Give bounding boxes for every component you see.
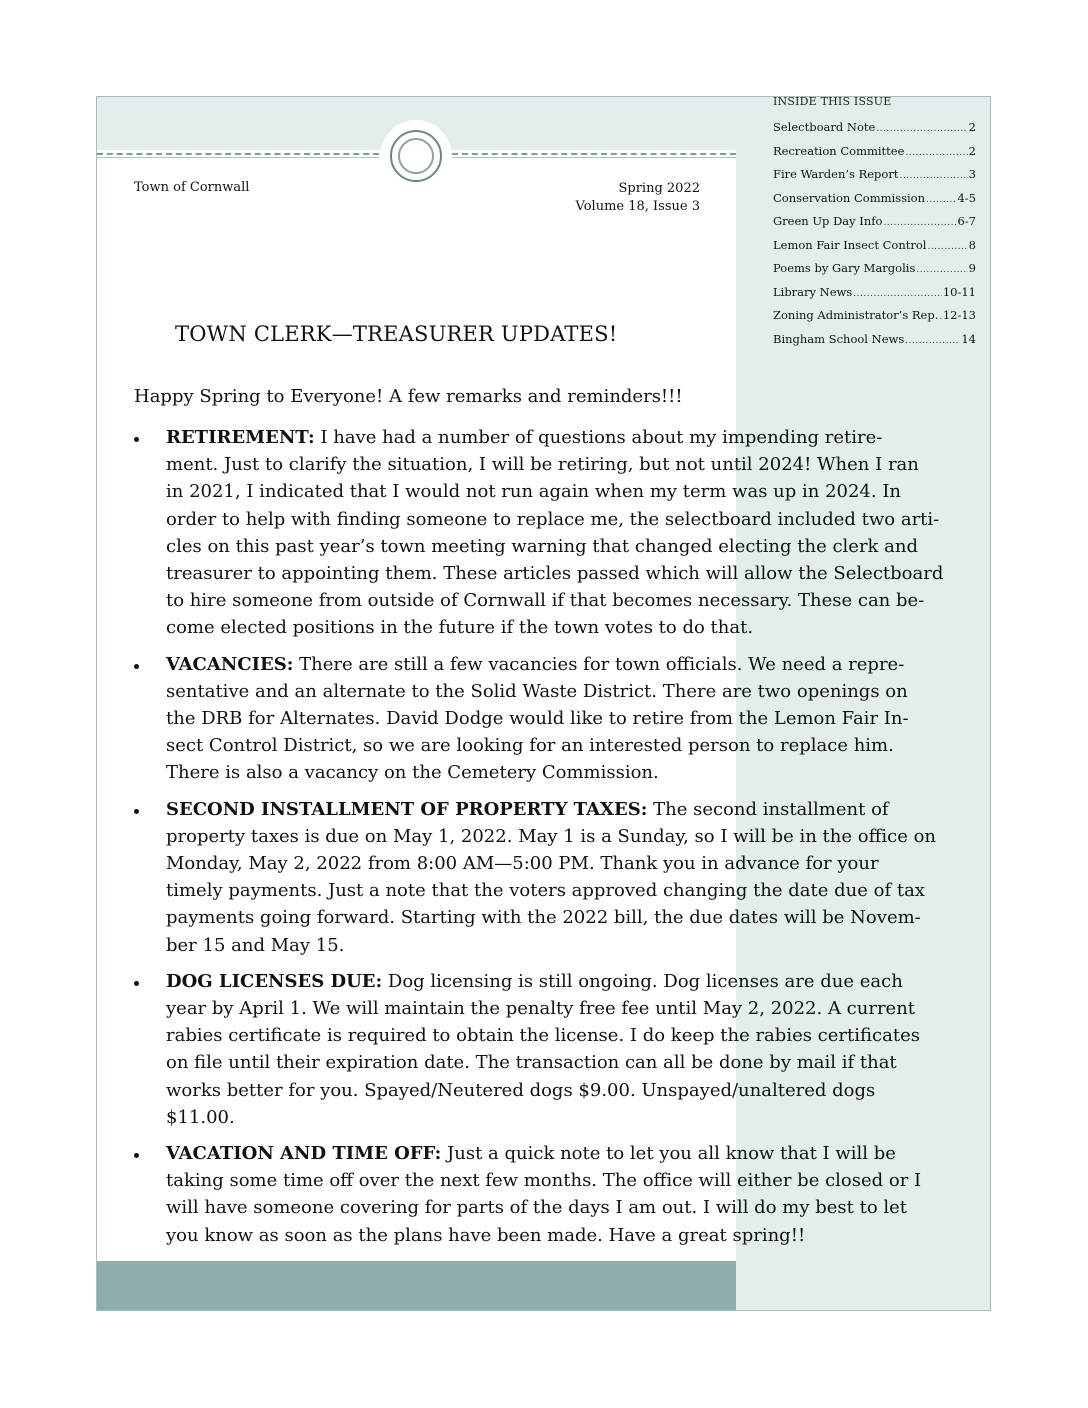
bullet-label: DOG LICENSES DUE: (166, 970, 383, 992)
emblem-outer-ring (390, 130, 442, 182)
bullet-text-line (166, 1140, 964, 1167)
toc-item-title: Lemon Fair Insect Control (773, 237, 927, 252)
toc-item-title: Conservation Commission (773, 190, 925, 205)
toc-item-title: Fire Warden’s Report (773, 167, 899, 181)
bullet-text-line: you know as soon as the plans have been made. Have a great spring!! (166, 1224, 806, 1246)
toc-item (773, 308, 976, 332)
toc-dot-leader (905, 148, 967, 158)
bullet-text-line (166, 651, 964, 678)
bullet-text-line: There is also a vacancy on the Cemetery Commission. (166, 762, 659, 784)
toc-item-title: Recreation Committee (773, 143, 905, 158)
emblem-inner-ring (398, 138, 434, 174)
bullet-label: VACANCIES: (166, 653, 294, 675)
toc-item-page: 2 (968, 120, 976, 134)
bullet-text-line: will have someone covering for parts of the days I am out. I will do my best to let (166, 1197, 908, 1219)
toc-item-page: 2 (968, 143, 976, 158)
footer-band (97, 1261, 736, 1310)
article-bullet (134, 796, 964, 959)
toc-dot-leader (916, 265, 967, 275)
toc-dot-leader (876, 124, 967, 134)
article-bullet (134, 1140, 964, 1249)
article-bullet-list (134, 424, 964, 1258)
header-divider-right (452, 153, 736, 155)
header-rule-right (452, 157, 736, 158)
toc-dot-leader (883, 218, 956, 228)
bullet-text: Just a quick note to let you all know that I will be (441, 1143, 896, 1165)
bullet-text-line: year by April 1. We will maintain the penalty free fee until May 2, 2022. A current (166, 998, 916, 1020)
bullet-text-line: cles on this past year’s town meeting warning that changed electing the clerk and (166, 535, 919, 557)
toc-heading: INSIDE THIS ISSUE (773, 95, 892, 108)
bullet-text-line: to hire someone from outside of Cornwall if that becomes necessary. These can be- (166, 590, 925, 612)
bullet-text-line: Monday, May 2, 2022 from 8:00 AM—5:00 PM. Thank you in advance for your (166, 853, 879, 875)
toc-item (773, 332, 976, 356)
toc-dot-leader (853, 289, 942, 299)
bullet-text-line: works better for you. Spayed/Neutered dogs $9.00. Unspayed/unaltered dogs (166, 1079, 876, 1101)
bullet-text-line: sect Control District, so we are looking for an interested person to replace him. (166, 735, 894, 757)
toc-item (773, 214, 976, 238)
toc-item-title: Green Up Day Info (773, 214, 883, 228)
header-divider-left (97, 153, 379, 155)
bullet-text-line: ment. Just to clarify the situation, I will be retiring, but not until 2024! When I ran (166, 454, 919, 476)
toc-dot-leader (927, 242, 967, 252)
bullet-text-line: on file until their expiration date. The transaction can all be done by mail if that (166, 1052, 897, 1074)
bullet-text: I have had a number of questions about my impending retire- (314, 427, 883, 448)
bullet-text-line: timely payments. Just a note that the voters approved changing the date due of tax (166, 880, 925, 902)
toc-item (773, 191, 976, 215)
article-bullet (134, 968, 964, 1131)
bullet-label: VACATION AND TIME OFF: (166, 1143, 442, 1165)
bullet-text-line (166, 796, 964, 823)
bullet-text-line: treasurer to appointing them. These articles passed which will allow the Selectboard (166, 563, 944, 585)
masthead-town: Town of Cornwall (134, 180, 250, 195)
toc-item-page: 10-11 (942, 284, 976, 299)
toc-item-page: 14 (961, 331, 976, 346)
bullet-text-line: rabies certificate is required to obtain the license. I do keep the rabies certificates (166, 1025, 920, 1047)
bullet-text-line: property taxes is due on May 1, 2022. May 1 is a Sunday, so I will be in the office on (166, 825, 937, 847)
masthead-issue (520, 180, 700, 216)
toc-item (773, 167, 976, 191)
article-headline: TOWN CLERK—TREASURER UPDATES! (175, 322, 618, 346)
toc-item (773, 120, 976, 144)
toc-item-title: Zoning Administrator’s Rep. (773, 308, 939, 322)
toc-list (773, 120, 976, 355)
table-of-contents (773, 95, 976, 355)
bullet-text-line: ber 15 and May 15. (166, 934, 345, 956)
toc-dot-leader (899, 171, 967, 181)
bullet-label: SECOND INSTALLMENT OF PROPERTY TAXES: (166, 798, 648, 820)
bullet-text-line (166, 424, 964, 451)
header-rule-left (97, 157, 379, 158)
bullet-dot-icon (134, 1153, 139, 1158)
bullet-text-line: come elected positions in the future if the town votes to do that. (166, 617, 754, 639)
bullet-dot-icon (134, 809, 139, 814)
article-bullet (134, 424, 964, 642)
toc-item-title: Poems by Gary Margolis (773, 261, 916, 275)
bullet-text-line: $11.00. (166, 1106, 235, 1128)
bullet-text: Dog licensing is still ongoing. Dog licenses are due each (382, 970, 903, 992)
bullet-dot-icon (134, 981, 139, 986)
bullet-text: The second installment of (647, 798, 889, 820)
bullet-text-line: in 2021, I indicated that I would not run again when my term was up in 2024. In (166, 481, 902, 503)
toc-dot-leader (939, 312, 941, 322)
toc-item-page: 4-5 (957, 190, 976, 205)
toc-dot-leader (905, 336, 960, 346)
bullet-text-line: sentative and an alternate to the Solid Waste District. There are two openings on (166, 680, 908, 702)
bullet-text-line: the DRB for Alternates. David Dodge would like to retire from the Lemon Fair In- (166, 708, 909, 730)
toc-item (773, 238, 976, 262)
toc-item (773, 285, 976, 309)
article-bullet (134, 651, 964, 787)
toc-item-title: Library News (773, 284, 853, 299)
bullet-label: RETIREMENT: (166, 427, 315, 448)
toc-item-title: Selectboard Note (773, 120, 876, 134)
toc-item-page: 6-7 (957, 214, 976, 228)
toc-item-page: 8 (968, 237, 976, 252)
toc-item-page: 12-13 (942, 308, 976, 322)
bullet-text-line: order to help with finding someone to replace me, the selectboard included two arti- (166, 508, 940, 530)
bullet-text: There are still a few vacancies for town officials. We need a repre- (293, 653, 905, 675)
bullet-text-line: taking some time off over the next few months. The office will either be closed or I (166, 1170, 922, 1192)
toc-item-page: 9 (968, 261, 976, 275)
masthead-volume: Volume 18, Issue 3 (575, 199, 700, 214)
bullet-text-line (166, 968, 964, 995)
bullet-dot-icon (134, 664, 139, 669)
toc-item-title: Bingham School News (773, 331, 905, 346)
toc-item-page: 3 (968, 167, 976, 181)
article-intro: Happy Spring to Everyone! A few remarks and reminders!!! (134, 386, 683, 407)
circle-emblem-icon (380, 120, 452, 192)
masthead-season: Spring 2022 (618, 181, 700, 196)
bullet-text-line: payments going forward. Starting with the 2022 bill, the due dates will be Novem- (166, 907, 921, 929)
toc-item (773, 261, 976, 285)
toc-item (773, 144, 976, 168)
toc-dot-leader (926, 195, 956, 205)
bullet-dot-icon (134, 437, 139, 442)
